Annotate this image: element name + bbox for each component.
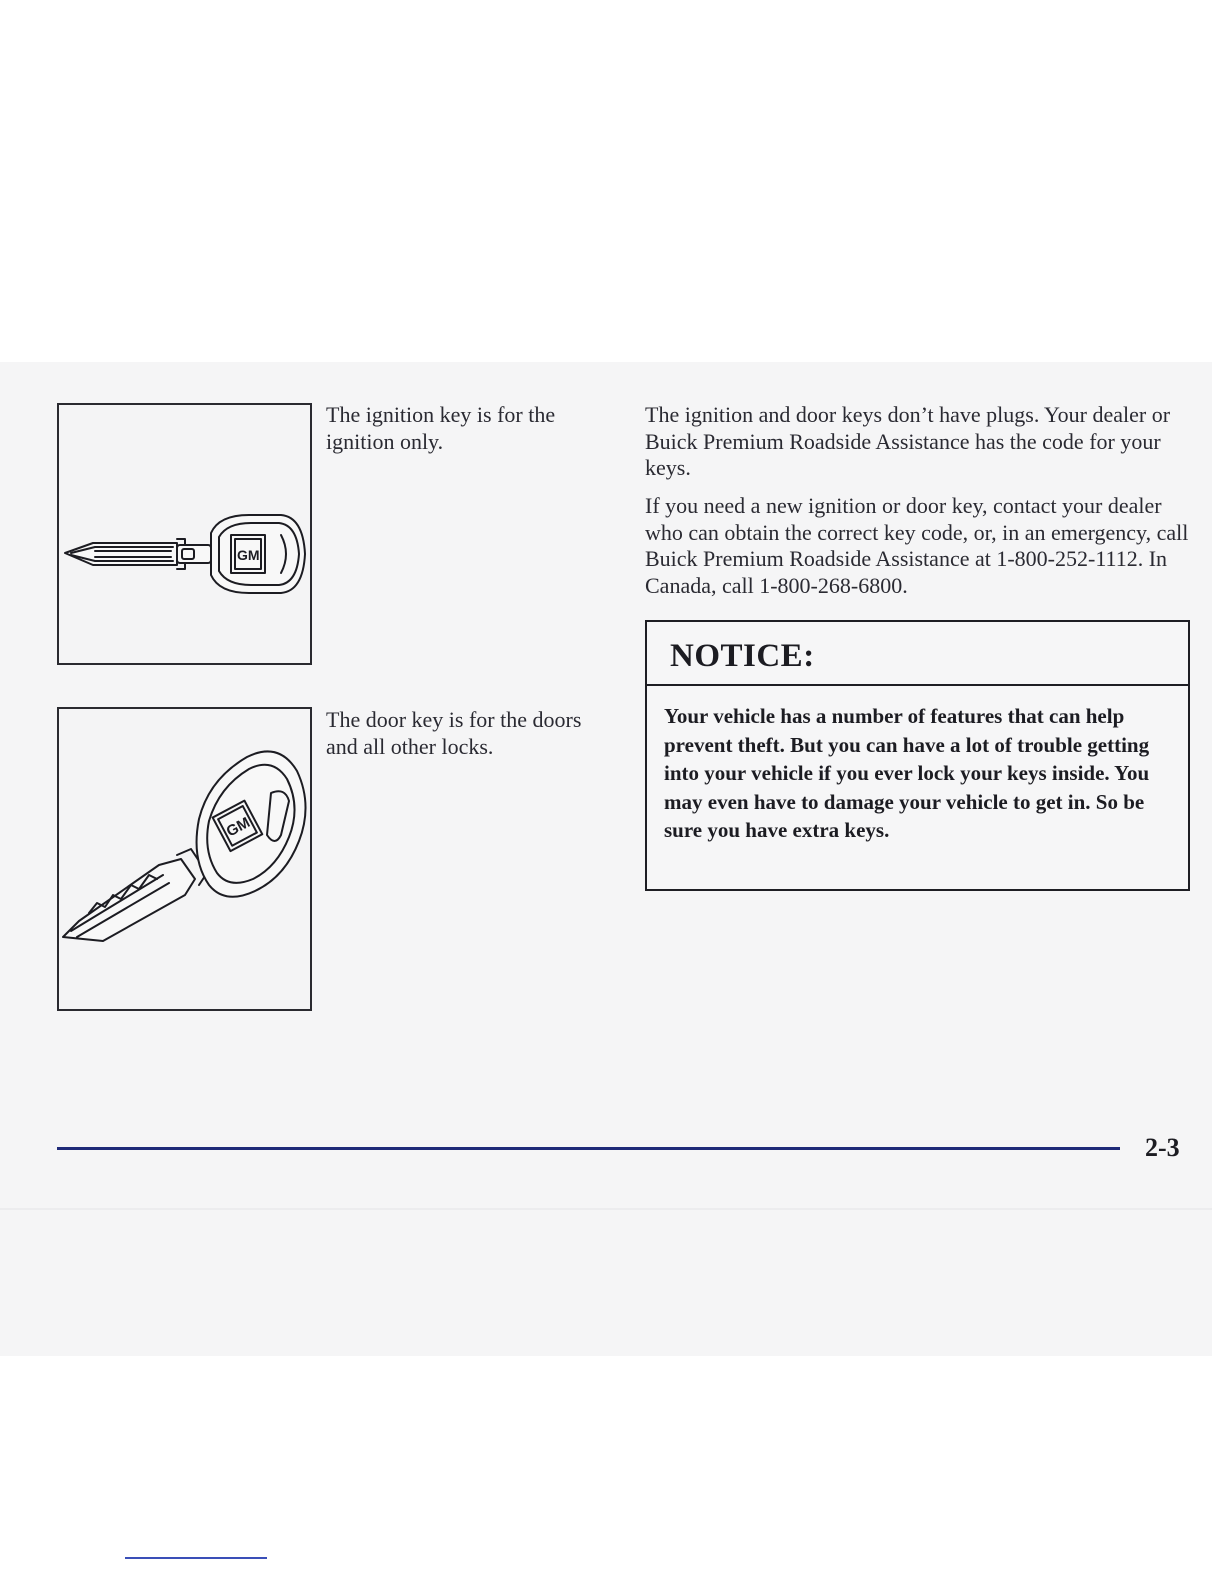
- door-key-figure: [57, 707, 312, 1011]
- notice-header: [647, 622, 1188, 686]
- ignition-key-figure: [57, 403, 312, 665]
- paragraph-new-key: If you need a new ignition or door key, contact your dealer who can obtain the correct key code, or, in an emergency, call Buick Premium Roadside Assistance at 1-800-252-1112. In Canada, call 1-800-268-6800.: [645, 493, 1189, 598]
- door-key-gm-logo: GM: [223, 813, 253, 841]
- notice-text: Your vehicle has a number of features that can help prevent theft. But you can have a lot of trouble getting into your vehicle if you ever lock your keys inside. You may even have to damage your vehicle to get in. So be sure you have extra keys.: [664, 704, 1150, 842]
- ignition-key-gm-logo: GM: [237, 547, 260, 563]
- page-number: 2-3: [1145, 1133, 1180, 1162]
- door-key-icon: [59, 709, 310, 1009]
- ignition-key-icon: [59, 405, 310, 663]
- paragraph-key-plugs: The ignition and door keys don’t have plugs. Your dealer or Buick Premium Roadside Assistance has the code for your keys.: [645, 402, 1171, 480]
- page-band-edge: [0, 1208, 1212, 1210]
- notice-title: NOTICE:: [670, 638, 815, 674]
- stray-underline: [125, 1557, 267, 1559]
- footer-rule: [57, 1147, 1120, 1150]
- ignition-key-caption: The ignition key is for the ignition only.: [326, 402, 556, 454]
- notice-box: [645, 620, 1190, 891]
- door-key-caption: The door key is for the doors and all other locks.: [326, 707, 582, 759]
